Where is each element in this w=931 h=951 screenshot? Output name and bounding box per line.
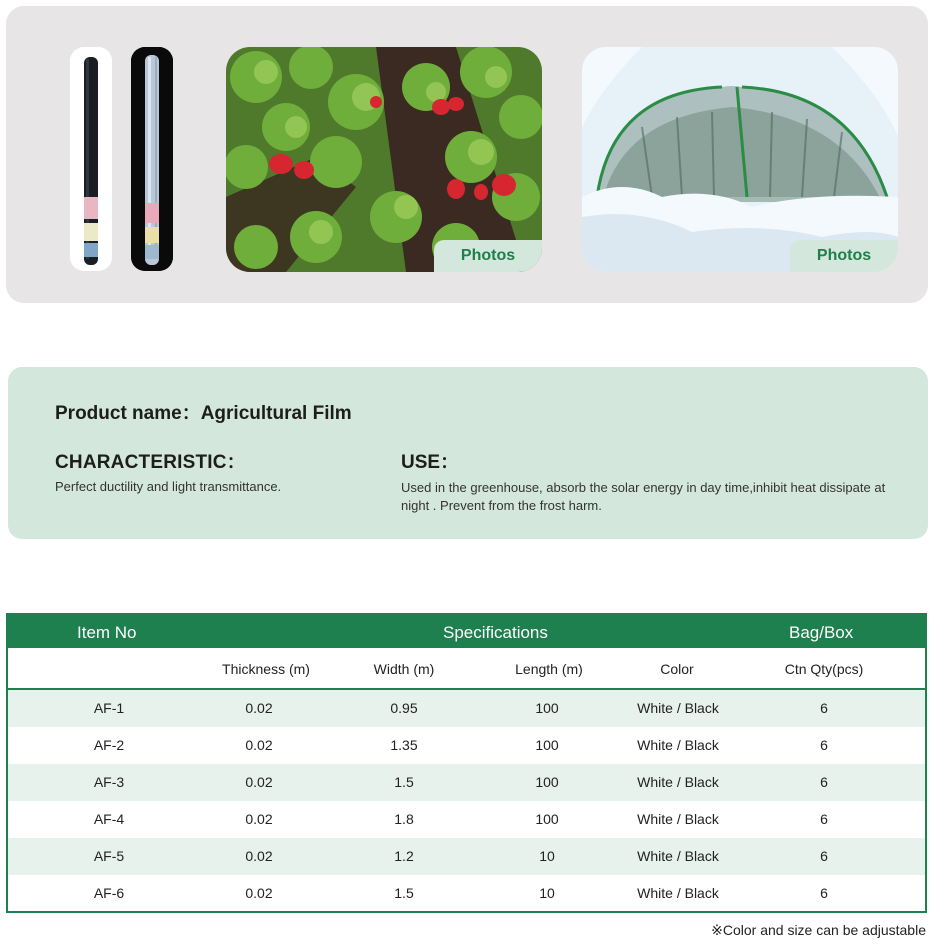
cell-qty: 6	[820, 811, 828, 827]
cell-length: 100	[535, 811, 559, 827]
cell-item: AF-2	[93, 737, 125, 753]
cell-qty: 6	[820, 700, 828, 716]
cell-qty: 6	[820, 774, 828, 790]
product-info-panel	[8, 367, 928, 539]
table-row	[8, 875, 925, 912]
cell-length: 100	[535, 700, 559, 716]
cell-thickness: 0.02	[245, 774, 273, 790]
cell-thickness: 0.02	[245, 737, 273, 753]
film-roll-white-image	[131, 47, 173, 271]
cell-item: AF-5	[93, 848, 125, 864]
header-specifications: Specifications	[443, 623, 548, 642]
cell-length: 10	[539, 848, 555, 864]
col-length: Length (m)	[515, 661, 583, 677]
cell-item: AF-6	[93, 885, 125, 901]
col-thickness: Thickness (m)	[222, 661, 310, 677]
table-row	[8, 727, 925, 764]
col-color: Color	[660, 661, 694, 677]
table-row	[8, 764, 925, 801]
spec-table	[6, 613, 927, 913]
cell-width: 1.8	[394, 811, 414, 827]
table-row	[8, 801, 925, 838]
cell-length: 100	[535, 774, 559, 790]
cell-item: AF-3	[93, 774, 125, 790]
footnote: ※Color and size can be adjustable	[711, 922, 926, 938]
product-name-label: Product name：	[55, 403, 201, 424]
product-name-line	[55, 398, 352, 425]
cell-color: White / Black	[637, 774, 719, 790]
product-name-value: Agricultural Film	[200, 403, 352, 424]
cell-color: White / Black	[637, 700, 719, 716]
cell-thickness: 0.02	[245, 885, 273, 901]
photos-tag: Photos	[790, 240, 898, 272]
cell-qty: 6	[820, 885, 828, 901]
use-heading: USE：	[401, 452, 460, 473]
cell-color: White / Black	[637, 811, 719, 827]
cell-item: AF-1	[93, 700, 125, 716]
characteristic-heading: CHARACTERISTIC：	[55, 452, 246, 473]
cell-width: 1.35	[390, 737, 418, 753]
cell-width: 1.5	[394, 774, 414, 790]
cell-length: 100	[535, 737, 559, 753]
characteristic-text: Perfect ductility and light transmittance.	[55, 479, 282, 494]
cell-width: 0.95	[390, 700, 418, 716]
use-text: Used in the greenhouse, absorb the solar energy in day time,inhibit heat dissipate at night . Prevent from the frost harm.	[401, 480, 886, 513]
cell-qty: 6	[820, 848, 828, 864]
strawberry-field-photo	[226, 47, 542, 272]
cell-length: 10	[539, 885, 555, 901]
snow-tunnel-photo	[582, 47, 898, 272]
table-row	[8, 838, 925, 875]
table-row	[8, 690, 925, 727]
cell-qty: 6	[820, 737, 828, 753]
cell-thickness: 0.02	[245, 700, 273, 716]
col-ctn-qty: Ctn Qty(pcs)	[784, 661, 864, 677]
film-roll-black-image	[70, 47, 112, 271]
cell-color: White / Black	[637, 848, 719, 864]
photos-tag: Photos	[434, 240, 542, 272]
cell-width: 1.2	[394, 848, 414, 864]
cell-color: White / Black	[637, 885, 719, 901]
table-header-bar	[8, 615, 925, 648]
cell-thickness: 0.02	[245, 848, 273, 864]
cell-item: AF-4	[93, 811, 125, 827]
product-photo-panel	[6, 6, 928, 303]
col-width: Width (m)	[373, 661, 435, 677]
table-subheader	[8, 648, 925, 690]
header-bag-box: Bag/Box	[789, 623, 854, 642]
header-item-no: Item No	[77, 623, 137, 642]
cell-thickness: 0.02	[245, 811, 273, 827]
cell-width: 1.5	[394, 885, 414, 901]
cell-color: White / Black	[637, 737, 719, 753]
